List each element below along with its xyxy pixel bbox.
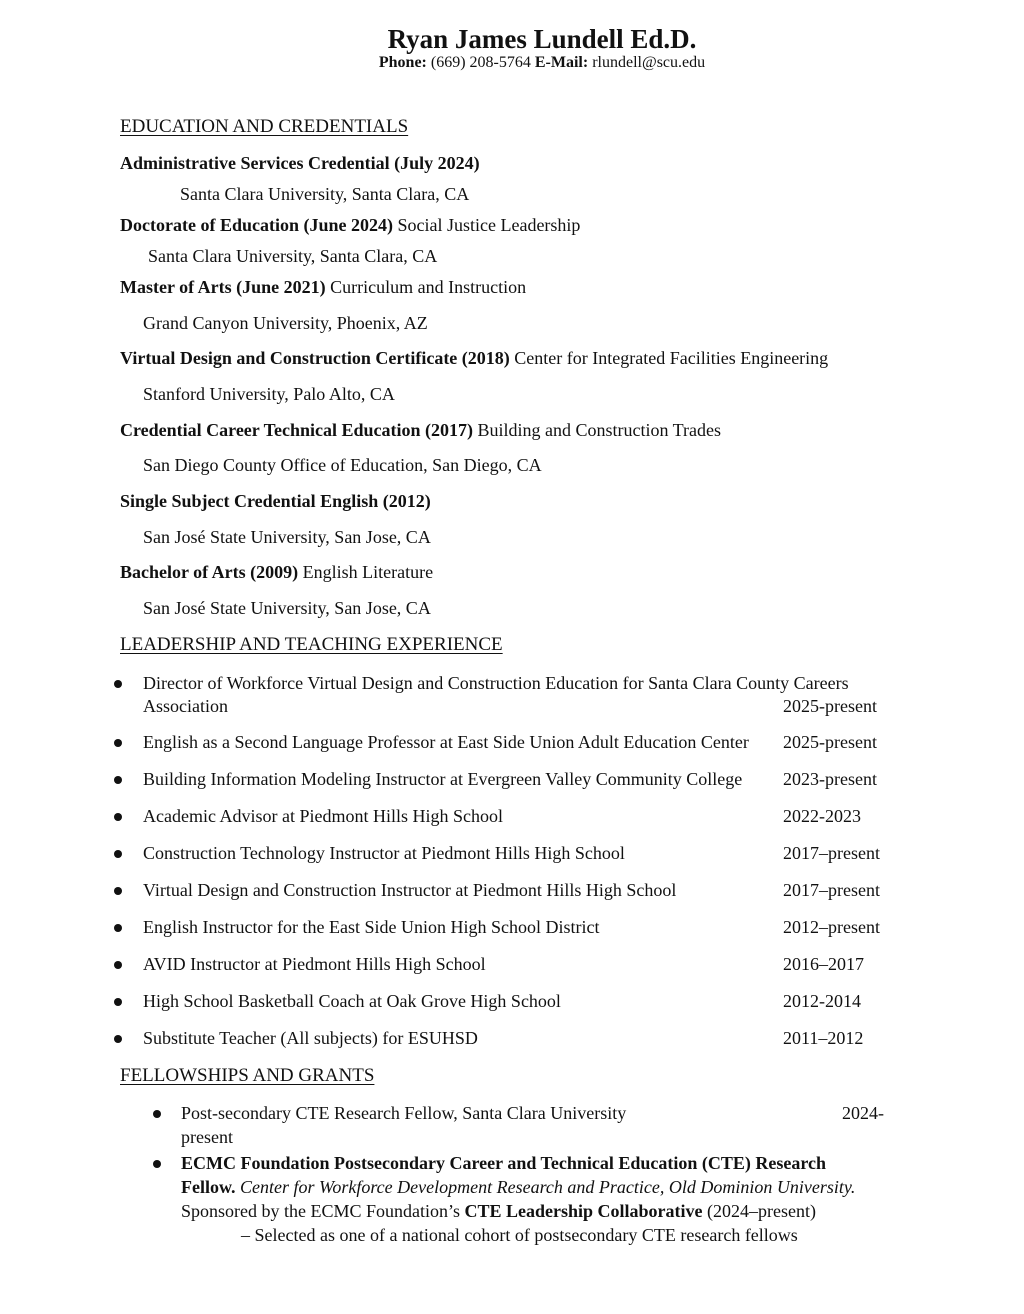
fellowship-sponsor: Sponsored by the ECMC Foundation’s CTE Leadership Collaborative (2024–present) [181, 1201, 816, 1221]
experience-date: 2016–2017 [783, 954, 864, 974]
education-item-school: Santa Clara University, Santa Clara, CA [148, 246, 438, 266]
bullet-icon [114, 1035, 122, 1043]
bullet-icon [153, 1110, 161, 1118]
education-item-title: Single Subject Credential English (2012) [120, 491, 431, 511]
fellowship-title: ECMC Foundation Postsecondary Career and Technical Education (CTE) Research [181, 1153, 827, 1173]
experience-date: 2025-present [783, 732, 877, 752]
education-item-school: San Diego County Office of Education, San Diego, CA [143, 455, 542, 475]
experience-date: 2022-2023 [783, 806, 861, 826]
contact-line [0, 54, 1024, 72]
bullet-icon [114, 887, 122, 895]
bullet-icon [114, 680, 122, 688]
education-item-title: Credential Career Technical Education (2017) Building and Construction Trades [120, 420, 722, 440]
education-item-school: San José State University, San Jose, CA [143, 527, 431, 547]
phone-number: (669) 208-5764 [430, 54, 531, 71]
education-item-school: San José State University, San Jose, CA [143, 598, 431, 618]
experience-date: 2012-2014 [783, 991, 861, 1011]
education-item-title: Bachelor of Arts (2009) English Literature [120, 562, 434, 582]
bullet-icon [153, 1160, 161, 1168]
experience-date: 2025-present [783, 696, 877, 716]
experience-date: 2017–present [783, 880, 880, 900]
fellowship-institution: Fellow. Center for Workforce Development Research and Practice, Old Dominion University. [181, 1177, 856, 1197]
experience-role: AVID Instructor at Piedmont Hills High School [143, 954, 486, 974]
education-item-title: Virtual Design and Construction Certificate (2018) Center for Integrated Facilities Engineering [120, 348, 829, 368]
experience-role: Director of Workforce Virtual Design and Construction Education for Santa Clara County Careers [143, 673, 849, 693]
fellowships-heading: FELLOWSHIPS AND GRANTS [120, 1065, 375, 1086]
email-label: E-Mail: [534, 54, 589, 71]
education-item-title: Administrative Services Credential (July 2024) [120, 153, 480, 173]
experience-role: High School Basketball Coach at Oak Grove High School [143, 991, 561, 1011]
experience-role: English Instructor for the East Side Union High School District [143, 917, 600, 937]
bullet-icon [114, 739, 122, 747]
experience-role: Substitute Teacher (All subjects) for ESUHSD [143, 1028, 478, 1048]
education-item-school: Santa Clara University, Santa Clara, CA [180, 184, 470, 204]
experience-date: 2012–present [783, 917, 880, 937]
bullet-icon [114, 998, 122, 1006]
resume-name: Ryan James Lundell Ed.D. [387, 24, 697, 54]
fellowship-item: Post-secondary CTE Research Fellow, Santa Clara University [181, 1103, 627, 1123]
experience-heading: LEADERSHIP AND TEACHING EXPERIENCE [120, 634, 503, 655]
experience-role-continued: Association [143, 696, 228, 716]
experience-role: Virtual Design and Construction Instructor at Piedmont Hills High School [143, 880, 677, 900]
email-address: rlundell@scu.edu [592, 54, 706, 71]
bullet-icon [114, 776, 122, 784]
bullet-icon [114, 813, 122, 821]
education-item-title: Doctorate of Education (June 2024) Social Justice Leadership [120, 215, 581, 235]
fellowship-date-wrap: present [181, 1127, 233, 1147]
education-item-title: Master of Arts (June 2021) Curriculum and Instruction [120, 277, 527, 297]
bullet-icon [114, 961, 122, 969]
experience-date: 2017–present [783, 843, 880, 863]
bullet-icon [114, 924, 122, 932]
fellowship-date: 2024- [842, 1103, 884, 1123]
phone-label: Phone: [378, 54, 427, 71]
fellowship-note: – Selected as one of a national cohort of postsecondary CTE research fellows [241, 1225, 798, 1245]
experience-date: 2011–2012 [783, 1028, 864, 1048]
experience-date: 2023-present [783, 769, 877, 789]
education-item-school: Grand Canyon University, Phoenix, AZ [143, 313, 428, 333]
education-item-school: Stanford University, Palo Alto, CA [143, 384, 395, 404]
education-heading: EDUCATION AND CREDENTIALS [120, 116, 409, 137]
bullet-icon [114, 850, 122, 858]
experience-role: Building Information Modeling Instructor at Evergreen Valley Community College [143, 769, 743, 789]
experience-role: Construction Technology Instructor at Piedmont Hills High School [143, 843, 625, 863]
experience-role: English as a Second Language Professor at East Side Union Adult Education Center [143, 732, 749, 752]
experience-role: Academic Advisor at Piedmont Hills High School [143, 806, 503, 826]
